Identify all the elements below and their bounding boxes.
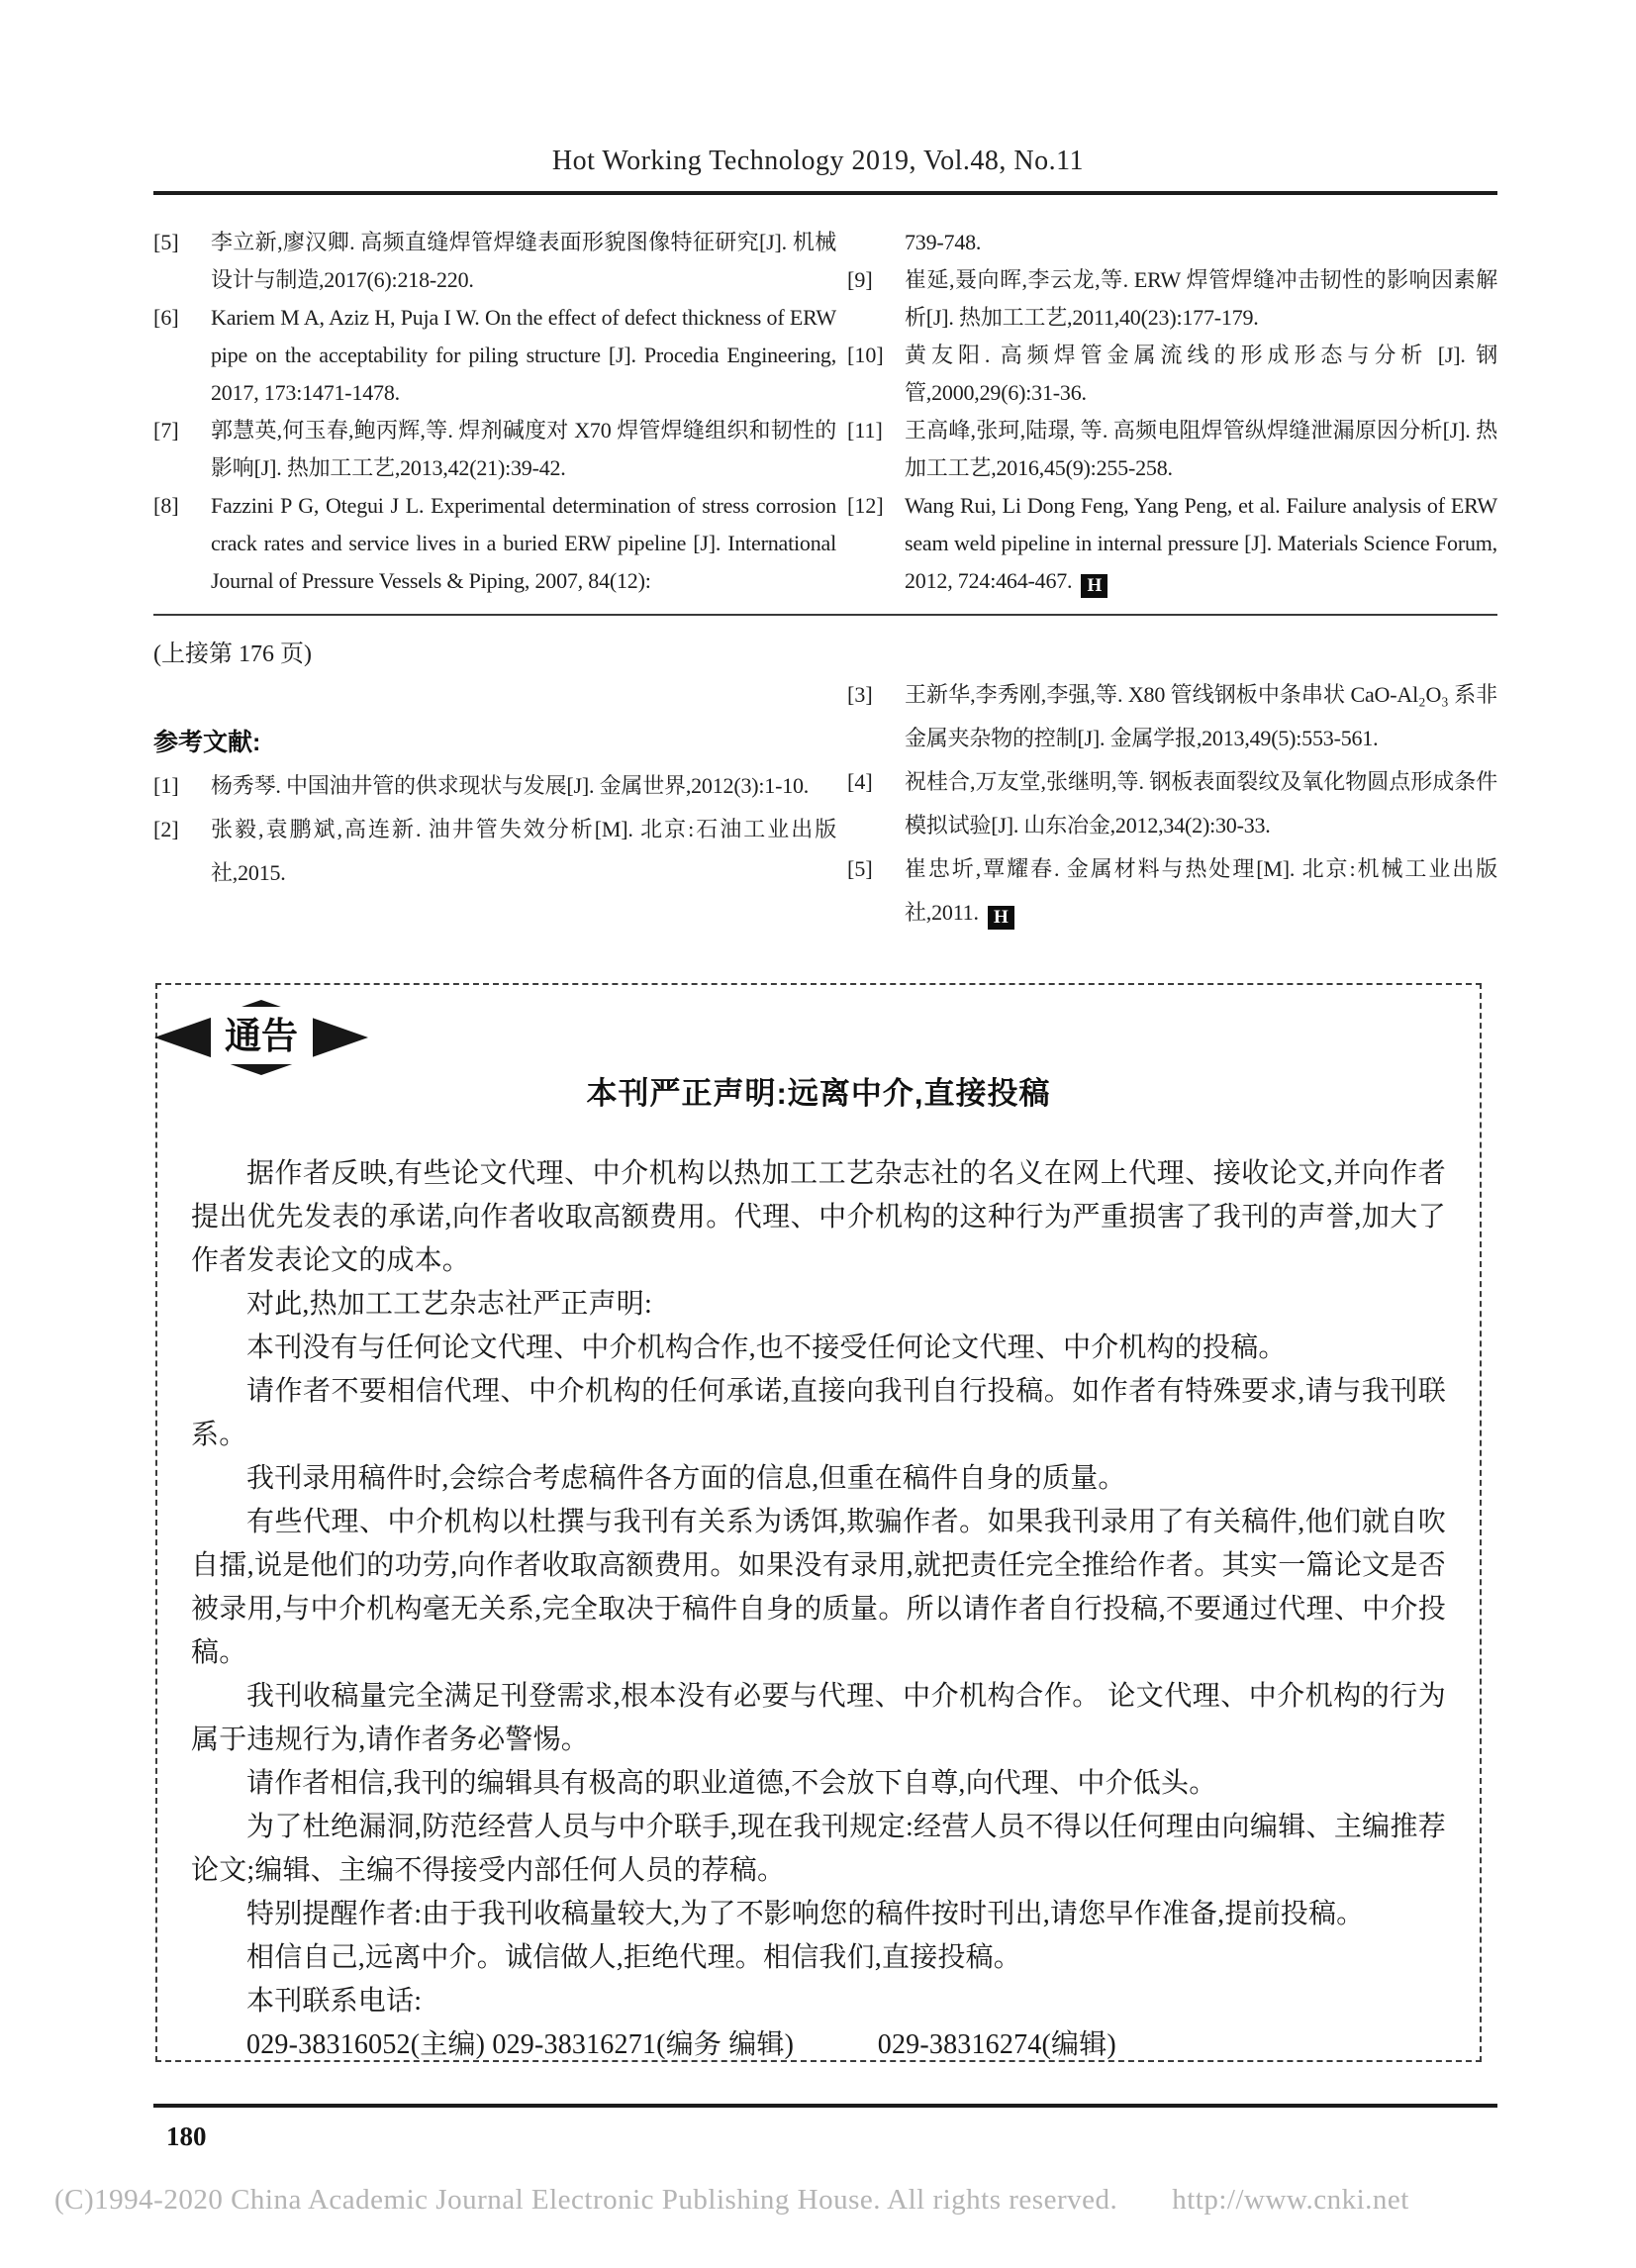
continued-references-left-list	[153, 764, 836, 895]
reference-text: 黄友阳. 高频焊管金属流线的形成形态与分析 [J]. 钢管,2000,29(6):31-36.	[905, 343, 1497, 405]
announcement-title: 本刊严正声明:远离中介,直接投稿	[586, 1076, 1051, 1111]
announcement-paragraph: 本刊没有与任何论文代理、中介机构合作,也不接受任何论文代理、中介机构的投稿。	[246, 1332, 1287, 1363]
references-heading: 参考文献:	[153, 729, 261, 756]
reference-number: [10]	[847, 343, 884, 367]
announcement-paragraph: 为了杜绝漏洞,防范经营人员与中介联手,现在我刊规定:经营人员不得以任何理由向编辑、主编推荐论文;编辑、主编不得接受内部任何人员的荐稿。	[191, 1812, 1446, 1886]
announcement-box	[155, 983, 1482, 2062]
reference-text: Wang Rui, Li Dong Feng, Yang Peng, et al. Failure analysis of ERW seam weld pipeline in internal pressure [J]. Materials Science Forum, 2012, 724:464-467. H	[905, 493, 1497, 596]
announcement-paragraph: 请作者相信,我刊的编辑具有极高的职业道德,不会放下自尊,向代理、中介低头。	[246, 1768, 1217, 1799]
reference-number	[847, 224, 905, 261]
reference-item	[847, 337, 1497, 412]
notice-badge-label: 通告	[225, 1017, 298, 1057]
reference-item	[153, 224, 836, 299]
reference-text: 崔忠圻,覃耀春. 金属材料与热处理[M]. 北京:机械工业出版社,2011. H	[905, 856, 1497, 928]
reference-number: [9]	[847, 267, 873, 292]
reference-number: [7]	[153, 418, 179, 443]
announcement-body	[191, 1152, 1446, 2067]
reference-item	[847, 261, 1497, 337]
reference-item	[153, 299, 836, 412]
reference-item	[847, 487, 1497, 600]
announcement-paragraph: 特别提醒作者:由于我刊收稿量较大,为了不影响您的稿件按时刊出,请您早作准备,提前投稿。	[246, 1899, 1365, 1929]
reference-text: 张毅,袁鹏斌,高连新. 油井管失效分析[M]. 北京:石油工业出版社,2015.	[211, 817, 836, 885]
continued-left-column	[153, 633, 836, 935]
announcement-paragraph: 据作者反映,有些论文代理、中介机构以热加工工艺杂志社的名义在网上代理、接收论文,并向作者提出优先发表的承诺,向作者收取高额费用。代理、中介机构的这种行为严重损害了我刊的声誉,加大了作者发表论文的成本。	[191, 1158, 1446, 1276]
reference-text: 杨秀琴. 中国油井管的供求现状与发展[J]. 金属世界,2012(3):1-10.	[211, 773, 810, 798]
reference-text: 崔延,聂向晖,李云龙,等. ERW 焊管焊缝冲击韧性的影响因素解析[J]. 热加工工艺,2011,40(23):177-179.	[905, 267, 1497, 330]
announcement-paragraph: 有些代理、中介机构以杜撰与我刊有关系为诱饵,欺骗作者。如果我刊录用了有关稿件,他们就自吹自擂,说是他们的功劳,向作者收取高额费用。如果没有录用,就把责任完全推给作者。其实一篇论文是否被录用,与中介机构毫无关系,完全取决于稿件自身的质量。所以请作者自行投稿,不要通过代理、中介投稿。	[191, 1507, 1446, 1668]
reference-number: [5]	[153, 230, 179, 254]
reference-item	[847, 224, 1497, 261]
announcement-paragraph: 相信自己,远离中介。诚信做人,拒绝代理。相信我们,直接投稿。	[246, 1942, 1022, 1973]
copyright-text: (C)1994-2020 China Academic Journal Electronic Publishing House. All rights reserved.	[54, 2184, 1118, 2216]
announcement-paragraph: 对此,热加工工艺杂志社严正声明:	[246, 1289, 652, 1320]
reference-number: [6]	[153, 305, 179, 330]
reference-number: [11]	[847, 418, 883, 443]
reference-number: [4]	[847, 769, 873, 794]
reference-text: 739-748.	[905, 230, 982, 254]
reference-item	[153, 412, 836, 487]
journal-header-title: Hot Working Technology 2019, Vol.48, No.11	[551, 146, 1085, 176]
references-top-right-column	[847, 224, 1497, 600]
article-end-mark-icon: H	[988, 906, 1014, 930]
reference-text: 李立新,廖汉卿. 高频直缝焊管焊缝表面形貌图像特征研究[J]. 机械设计与制造,2017(6):218-220.	[211, 230, 836, 292]
reference-text: 祝桂合,万友堂,张继明,等. 钢板表面裂纹及氧化物圆点形成条件模拟试验[J]. 山东冶金,2012,34(2):30-33.	[905, 769, 1497, 838]
announcement-paragraph: 029-38316052(主编) 029-38316271(编务 编辑) 029-38316274(编辑)	[246, 2029, 1116, 2060]
notice-badge-icon	[154, 998, 368, 1077]
continued-references-section	[153, 633, 1497, 935]
announcement-paragraph: 我刊录用稿件时,会综合考虑稿件各方面的信息,但重在稿件自身的质量。	[246, 1463, 1126, 1494]
page-number: 180	[166, 2121, 207, 2151]
announcement-paragraph: 请作者不要相信代理、中介机构的任何承诺,直接向我刊自行投稿。如作者有特殊要求,请与我刊联系。	[191, 1376, 1446, 1450]
reference-number: [5]	[847, 856, 873, 881]
reference-number: [1]	[153, 773, 179, 798]
references-top-section	[153, 224, 1497, 600]
reference-item	[153, 764, 836, 808]
reference-text: Fazzini P G, Otegui J L. Experimental determination of stress corrosion crack rates and service lives in a buried ERW pipeline [J]. International Journal of Pressure Vessels & Piping, 2007, 84(12):	[211, 493, 836, 593]
announcement-paragraph: 本刊联系电话:	[246, 1986, 423, 2017]
reference-item	[153, 487, 836, 600]
reference-number: [3]	[847, 682, 873, 707]
continued-from-page-note: (上接第 176 页)	[153, 641, 312, 667]
reference-item	[847, 412, 1497, 487]
reference-text: 王高峰,张珂,陆璟, 等. 高频电阻焊管纵焊缝泄漏原因分析[J]. 热加工工艺,2016,45(9):255-258.	[905, 418, 1497, 480]
reference-text: Kariem M A, Aziz H, Puja I W. On the effect of defect thickness of ERW pipe on the acceptability for piling structure [J]. Procedia Engineering, 2017, 173:1471-1478.	[211, 305, 836, 405]
continued-references-right-list	[847, 633, 1497, 935]
reference-text: 王新华,李秀刚,李强,等. X80 管线钢板中条串状 CaO-Al₂O₃ 系非金属夹杂物的控制[J]. 金属学报,2013,49(5):553-561.	[905, 682, 1497, 750]
reference-text: 郭慧英,何玉春,鲍丙辉,等. 焊剂碱度对 X70 焊管焊缝组织和韧性的影响[J]. 热加工工艺,2013,42(21):39-42.	[211, 418, 836, 480]
references-top-left-column	[153, 224, 836, 600]
article-end-mark-icon: H	[1081, 574, 1107, 598]
header-rule	[153, 191, 1497, 195]
reference-number: [12]	[847, 493, 884, 518]
publisher-url: http://www.cnki.net	[1172, 2184, 1409, 2216]
footer-rule	[153, 2104, 1497, 2108]
reference-item	[847, 673, 1497, 760]
announcement-paragraph: 我刊收稿量完全满足刊登需求,根本没有必要与代理、中介机构合作。 论文代理、中介机构的行为属于违规行为,请作者务必警惕。	[191, 1681, 1446, 1755]
reference-number: [2]	[153, 817, 179, 841]
reference-item	[847, 760, 1497, 847]
reference-item	[153, 808, 836, 895]
reference-number: [8]	[153, 493, 179, 518]
reference-item	[847, 847, 1497, 935]
section-divider-rule	[153, 614, 1497, 616]
page-footer	[54, 2184, 1598, 2217]
